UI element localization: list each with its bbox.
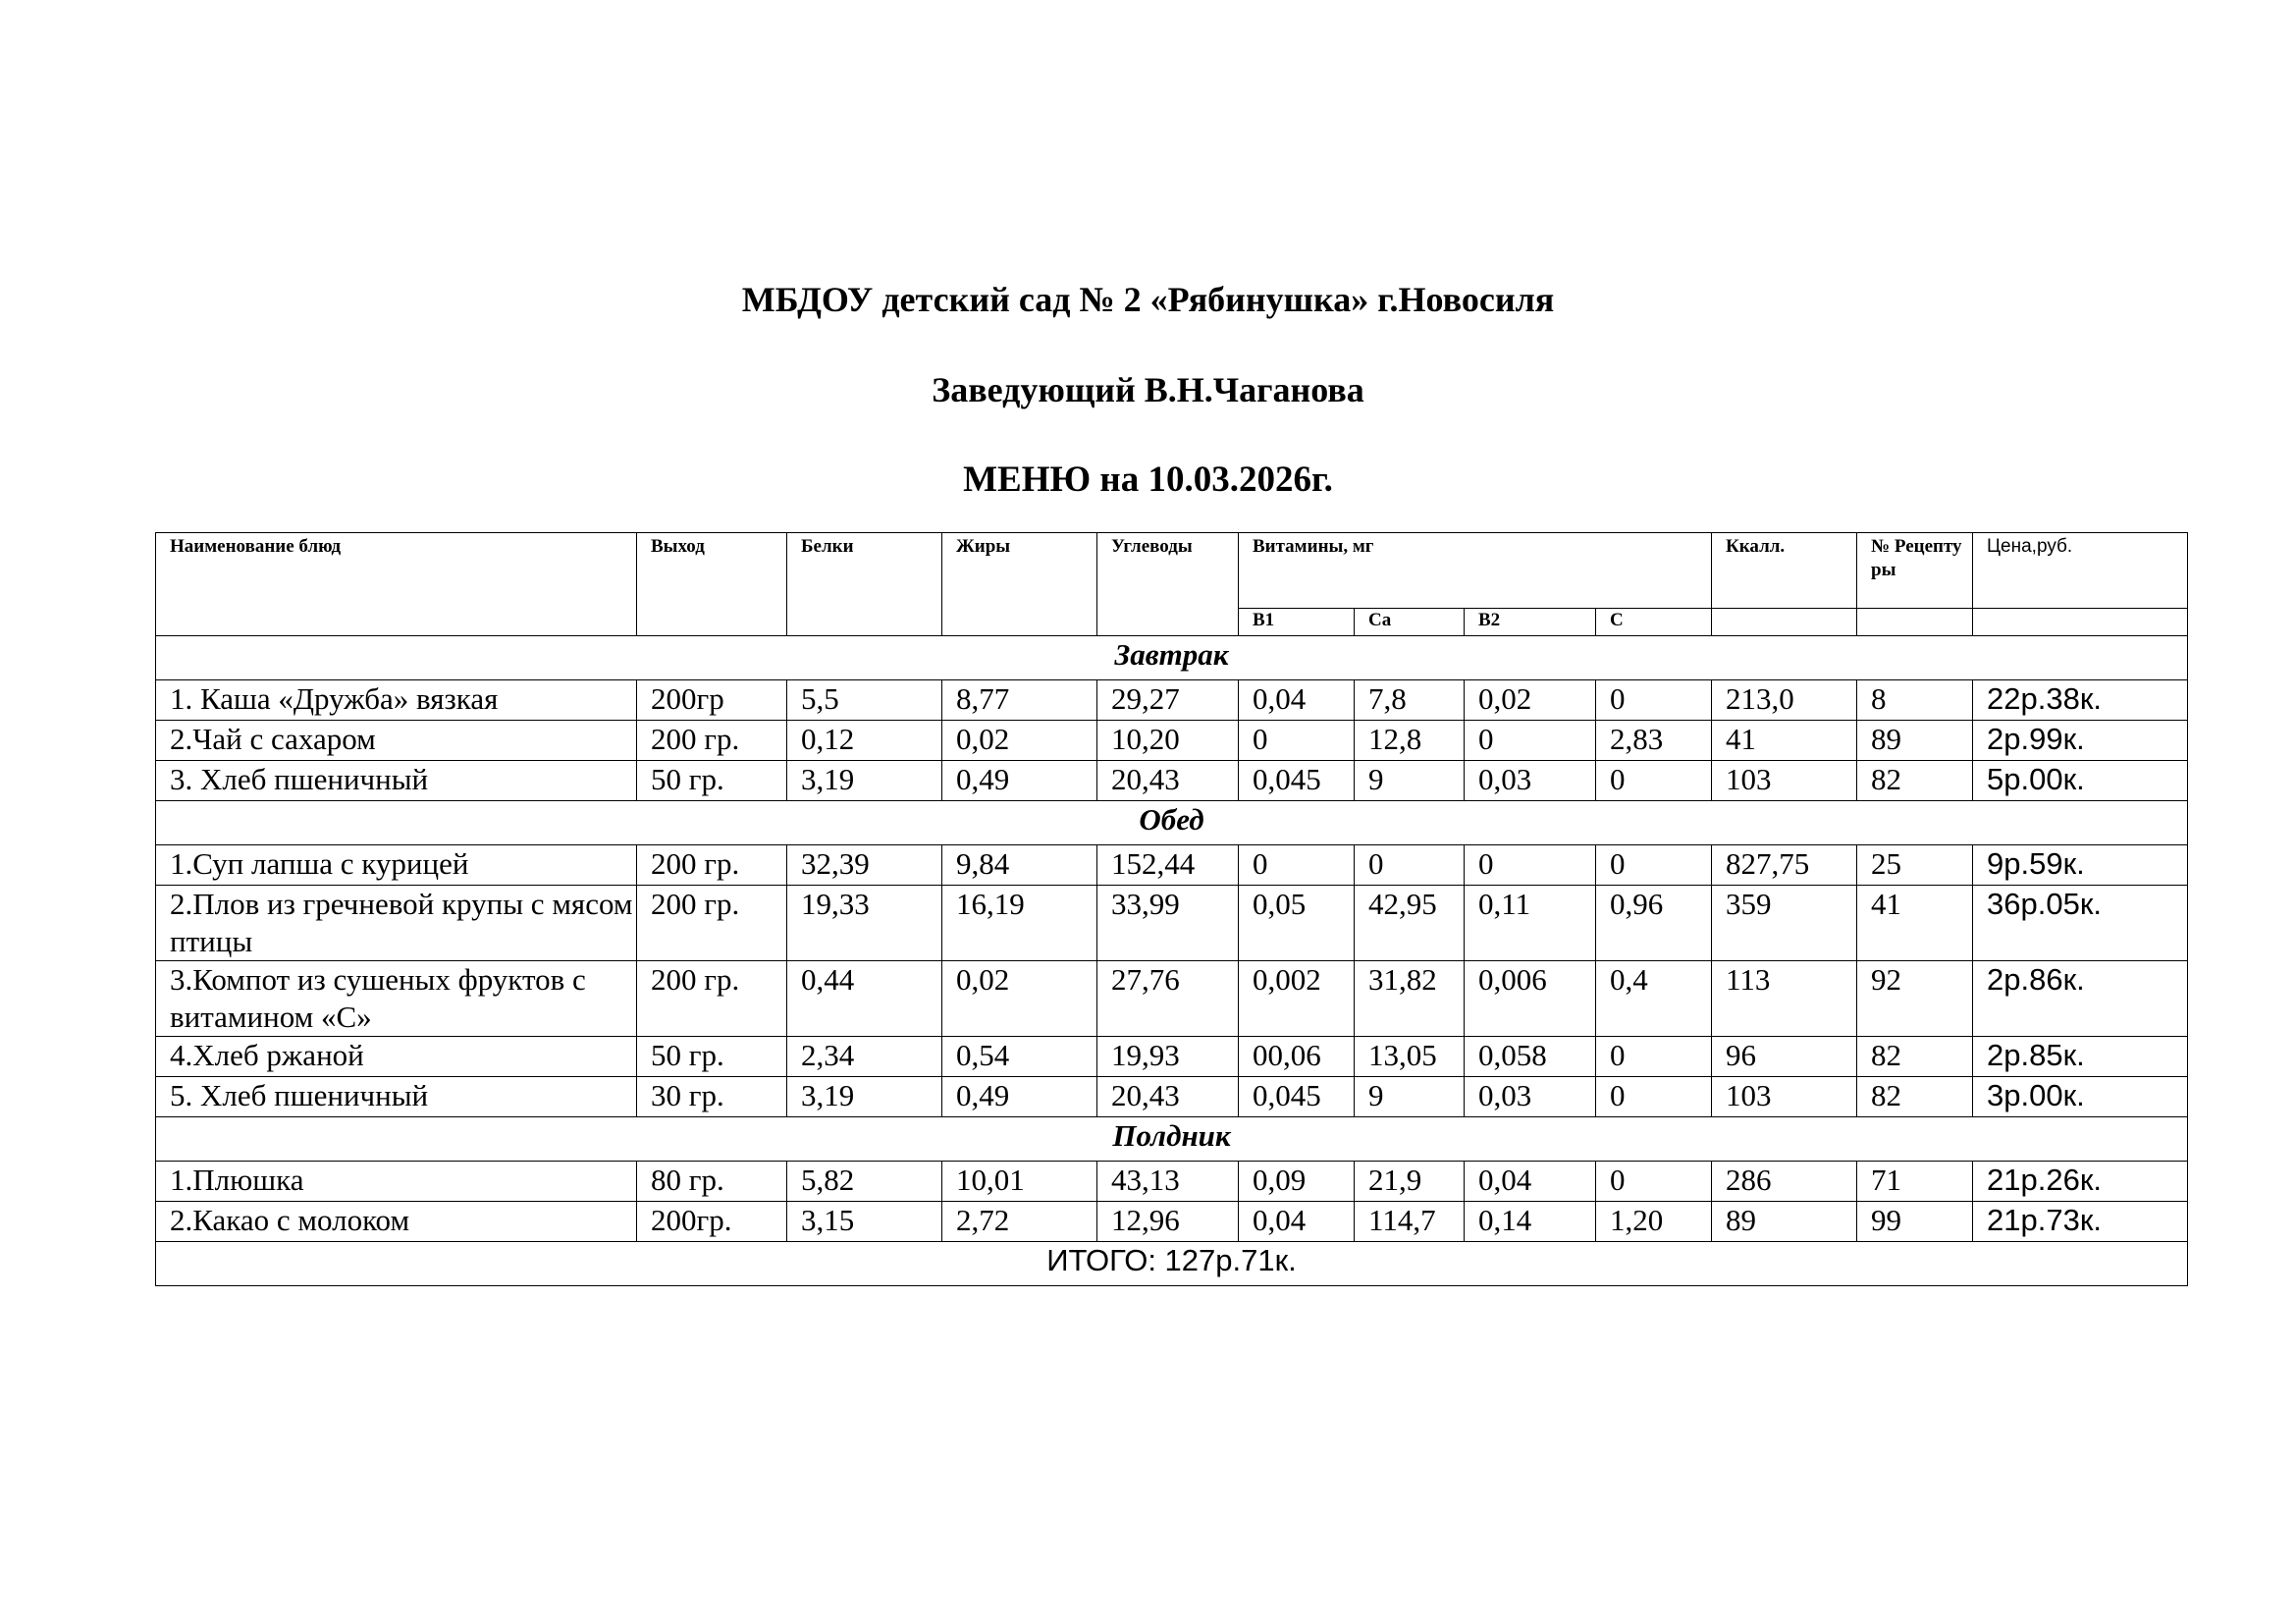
table-row: [156, 1037, 2188, 1077]
cell-vit-ca: 12,8: [1355, 721, 1465, 761]
cell-protein: 5,82: [787, 1162, 942, 1202]
cell-output: 200 гр.: [637, 845, 787, 886]
cell-price: 5р.00к.: [1973, 761, 2188, 801]
cell-vit-c: 0,4: [1596, 961, 1712, 1037]
table-row: [156, 961, 2188, 1037]
cell-kcal: 96: [1712, 1037, 1857, 1077]
cell-dish-name: 5. Хлеб пшеничный: [156, 1077, 637, 1117]
cell-vit-b2: 0,058: [1465, 1037, 1596, 1077]
cell-dish-name: 2.Какао с молоком: [156, 1202, 637, 1242]
cell-vit-ca: 114,7: [1355, 1202, 1465, 1242]
cell-vit-ca: 21,9: [1355, 1162, 1465, 1202]
col-header-b1: В1: [1239, 609, 1355, 636]
section-row: [156, 801, 2188, 845]
cell-dish-name: 1.Суп лапша с курицей: [156, 845, 637, 886]
col-header-protein: Белки: [787, 533, 942, 636]
col-header-ca: Са: [1355, 609, 1465, 636]
section-breakfast: Завтрак: [156, 636, 2188, 680]
cell-price: 2р.86к.: [1973, 961, 2188, 1037]
cell-vit-ca: 42,95: [1355, 886, 1465, 961]
table-row: [156, 761, 2188, 801]
cell-vit-b1: 0: [1239, 845, 1355, 886]
cell-kcal: 213,0: [1712, 680, 1857, 721]
cell-output: 200 гр.: [637, 721, 787, 761]
head-name: Заведующий В.Н.Чаганова: [932, 370, 1364, 409]
cell-vit-b2: 0: [1465, 845, 1596, 886]
cell-fat: 0,02: [942, 721, 1097, 761]
cell-dish-name: 3. Хлеб пшеничный: [156, 761, 637, 801]
cell-price: 2р.99к.: [1973, 721, 2188, 761]
cell-kcal: 103: [1712, 1077, 1857, 1117]
col-header-name: Наименование блюд: [156, 533, 637, 636]
table-row: [156, 1162, 2188, 1202]
cell-recipe-number: 41: [1857, 886, 1973, 961]
header-row: [156, 533, 2188, 609]
table-row: [156, 1077, 2188, 1117]
table-row: [156, 680, 2188, 721]
cell-fat: 9,84: [942, 845, 1097, 886]
cell-protein: 5,5: [787, 680, 942, 721]
cell-vit-b1: 0,05: [1239, 886, 1355, 961]
cell-vit-b2: 0,14: [1465, 1202, 1596, 1242]
cell-vit-b1: 0,04: [1239, 1202, 1355, 1242]
cell-dish-name: 1. Каша «Дружба» вязкая: [156, 680, 637, 721]
cell-vit-b2: 0,04: [1465, 1162, 1596, 1202]
cell-protein: 32,39: [787, 845, 942, 886]
cell-carbs: 12,96: [1097, 1202, 1239, 1242]
cell-dish-name: 2.Плов из гречневой крупы с мясом птицы: [156, 886, 637, 961]
cell-dish-name: 3.Компот из сушеных фруктов с витамином «С»: [156, 961, 637, 1037]
cell-vit-b1: 00,06: [1239, 1037, 1355, 1077]
cell-dish-name: 2.Чай с сахаром: [156, 721, 637, 761]
cell-vit-b1: 0,04: [1239, 680, 1355, 721]
empty-cell: [1857, 609, 1973, 636]
cell-vit-c: 0,96: [1596, 886, 1712, 961]
cell-recipe-number: 99: [1857, 1202, 1973, 1242]
cell-recipe-number: 92: [1857, 961, 1973, 1037]
cell-vit-ca: 0: [1355, 845, 1465, 886]
cell-vit-b1: 0: [1239, 721, 1355, 761]
cell-output: 30 гр.: [637, 1077, 787, 1117]
cell-recipe-number: 8: [1857, 680, 1973, 721]
cell-protein: 0,44: [787, 961, 942, 1037]
cell-protein: 3,19: [787, 761, 942, 801]
cell-vit-c: 2,83: [1596, 721, 1712, 761]
cell-fat: 16,19: [942, 886, 1097, 961]
cell-fat: 0,54: [942, 1037, 1097, 1077]
cell-recipe-number: 89: [1857, 721, 1973, 761]
cell-protein: 0,12: [787, 721, 942, 761]
cell-fat: 0,49: [942, 761, 1097, 801]
cell-vit-ca: 9: [1355, 1077, 1465, 1117]
cell-carbs: 10,20: [1097, 721, 1239, 761]
cell-carbs: 20,43: [1097, 761, 1239, 801]
cell-output: 50 гр.: [637, 1037, 787, 1077]
section-row: [156, 1117, 2188, 1162]
cell-vit-c: 0: [1596, 1162, 1712, 1202]
cell-vit-b2: 0,03: [1465, 761, 1596, 801]
cell-output: 200гр: [637, 680, 787, 721]
col-header-kcal: Ккалл.: [1712, 533, 1857, 609]
cell-kcal: 359: [1712, 886, 1857, 961]
cell-vit-ca: 7,8: [1355, 680, 1465, 721]
cell-protein: 2,34: [787, 1037, 942, 1077]
cell-protein: 19,33: [787, 886, 942, 961]
cell-kcal: 827,75: [1712, 845, 1857, 886]
cell-protein: 3,15: [787, 1202, 942, 1242]
col-header-c: С: [1596, 609, 1712, 636]
cell-kcal: 89: [1712, 1202, 1857, 1242]
cell-protein: 3,19: [787, 1077, 942, 1117]
cell-dish-name: 1.Плюшка: [156, 1162, 637, 1202]
section-row: [156, 636, 2188, 680]
cell-kcal: 41: [1712, 721, 1857, 761]
cell-output: 80 гр.: [637, 1162, 787, 1202]
cell-vit-b1: 0,045: [1239, 1077, 1355, 1117]
cell-vit-b1: 0,09: [1239, 1162, 1355, 1202]
section-snack: Полдник: [156, 1117, 2188, 1162]
cell-recipe-number: 25: [1857, 845, 1973, 886]
cell-fat: 8,77: [942, 680, 1097, 721]
total-row: [156, 1242, 2188, 1286]
cell-carbs: 20,43: [1097, 1077, 1239, 1117]
cell-vit-b2: 0,11: [1465, 886, 1596, 961]
col-header-price: Цена,руб.: [1973, 533, 2188, 609]
col-header-recipe: № Рецепту ры: [1857, 533, 1973, 609]
cell-vit-c: 0: [1596, 845, 1712, 886]
cell-carbs: 152,44: [1097, 845, 1239, 886]
cell-dish-name: 4.Хлеб ржаной: [156, 1037, 637, 1077]
col-header-carbs: Углеводы: [1097, 533, 1239, 636]
empty-cell: [1712, 609, 1857, 636]
col-header-output: Выход: [637, 533, 787, 636]
cell-carbs: 29,27: [1097, 680, 1239, 721]
cell-vit-c: 0: [1596, 680, 1712, 721]
cell-vit-b1: 0,002: [1239, 961, 1355, 1037]
cell-price: 22р.38к.: [1973, 680, 2188, 721]
cell-price: 3р.00к.: [1973, 1077, 2188, 1117]
table-row: [156, 886, 2188, 961]
cell-price: 2р.85к.: [1973, 1037, 2188, 1077]
cell-kcal: 286: [1712, 1162, 1857, 1202]
menu-title: МЕНЮ на 10.03.2026г.: [963, 460, 1333, 500]
org-title: МБДОУ детский сад № 2 «Рябинушка» г.Новосиля: [741, 280, 1555, 319]
cell-vit-c: 0: [1596, 1037, 1712, 1077]
cell-kcal: 113: [1712, 961, 1857, 1037]
cell-price: 21р.26к.: [1973, 1162, 2188, 1202]
cell-vit-b2: 0,02: [1465, 680, 1596, 721]
cell-price: 21р.73к.: [1973, 1202, 2188, 1242]
cell-kcal: 103: [1712, 761, 1857, 801]
table-row: [156, 845, 2188, 886]
col-header-vitamins: Витамины, мг: [1239, 533, 1712, 609]
table-row: [156, 1202, 2188, 1242]
cell-vit-ca: 9: [1355, 761, 1465, 801]
menu-table: [155, 532, 2188, 1286]
section-lunch: Обед: [156, 801, 2188, 845]
cell-vit-c: 0: [1596, 761, 1712, 801]
cell-price: 9р.59к.: [1973, 845, 2188, 886]
cell-output: 200 гр.: [637, 886, 787, 961]
cell-vit-b1: 0,045: [1239, 761, 1355, 801]
cell-fat: 0,02: [942, 961, 1097, 1037]
total-cell: ИТОГО: 127р.71к.: [156, 1242, 2188, 1286]
cell-vit-c: 0: [1596, 1077, 1712, 1117]
cell-vit-ca: 13,05: [1355, 1037, 1465, 1077]
cell-fat: 2,72: [942, 1202, 1097, 1242]
empty-cell: [1973, 609, 2188, 636]
table-row: [156, 721, 2188, 761]
cell-vit-c: 1,20: [1596, 1202, 1712, 1242]
cell-output: 50 гр.: [637, 761, 787, 801]
cell-recipe-number: 82: [1857, 1037, 1973, 1077]
cell-carbs: 27,76: [1097, 961, 1239, 1037]
cell-vit-ca: 31,82: [1355, 961, 1465, 1037]
cell-carbs: 33,99: [1097, 886, 1239, 961]
cell-vit-b2: 0,006: [1465, 961, 1596, 1037]
col-header-fat: Жиры: [942, 533, 1097, 636]
cell-vit-b2: 0,03: [1465, 1077, 1596, 1117]
cell-vit-b2: 0: [1465, 721, 1596, 761]
cell-carbs: 19,93: [1097, 1037, 1239, 1077]
cell-recipe-number: 82: [1857, 1077, 1973, 1117]
cell-price: 36р.05к.: [1973, 886, 2188, 961]
cell-fat: 10,01: [942, 1162, 1097, 1202]
col-header-b2: В2: [1465, 609, 1596, 636]
cell-output: 200гр.: [637, 1202, 787, 1242]
cell-fat: 0,49: [942, 1077, 1097, 1117]
cell-recipe-number: 71: [1857, 1162, 1973, 1202]
cell-output: 200 гр.: [637, 961, 787, 1037]
cell-recipe-number: 82: [1857, 761, 1973, 801]
cell-carbs: 43,13: [1097, 1162, 1239, 1202]
